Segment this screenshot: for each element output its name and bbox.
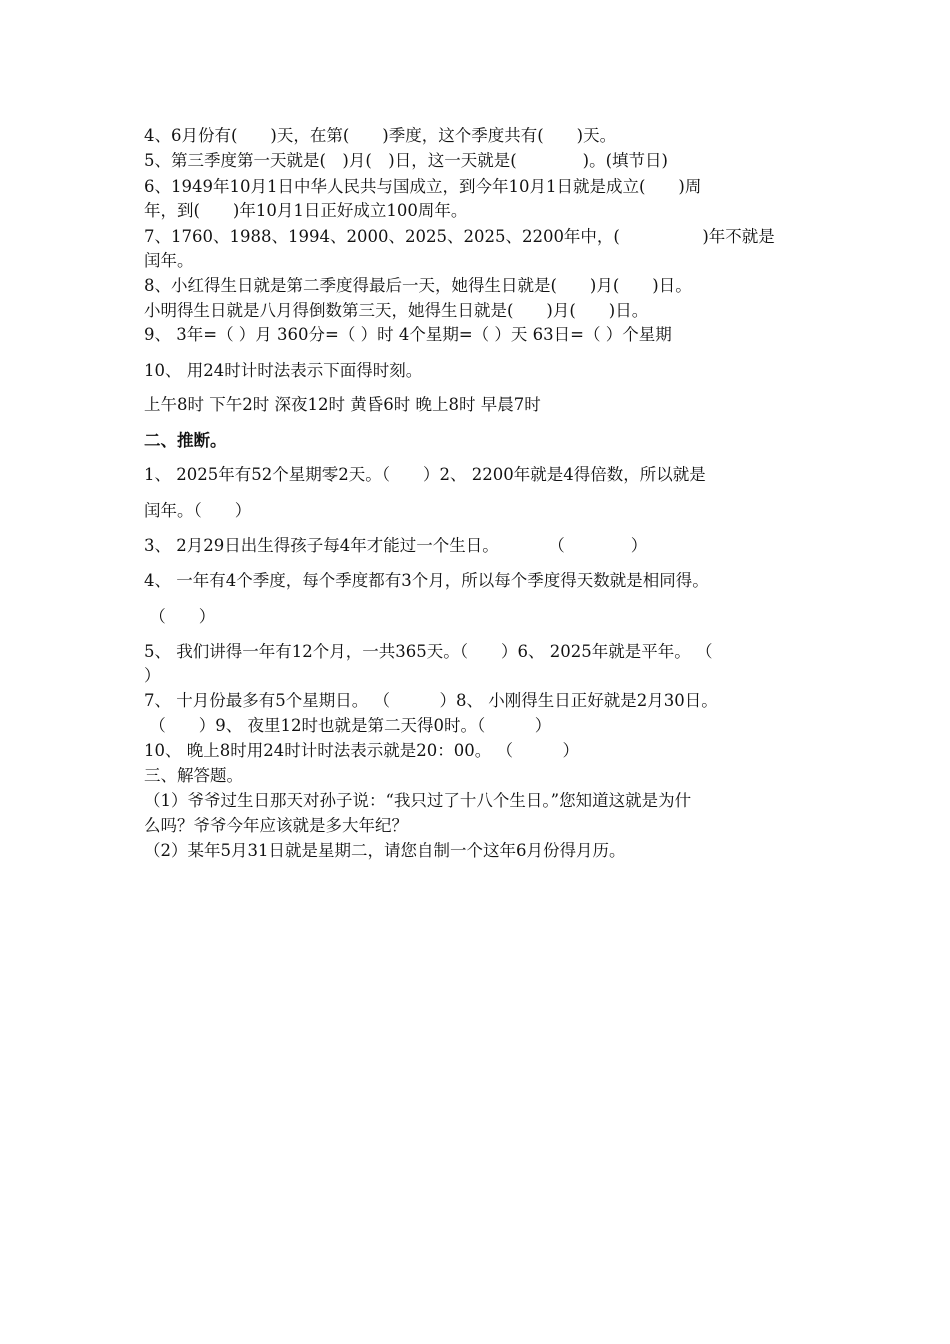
judge-line-4: 4、 一年有4个季度，每个季度都有3个月，所以每个季度得天数就是相同得。 [144, 571, 709, 590]
question-6-line-2: 年，到( )年10月1日正好成立100周年。 [144, 201, 468, 220]
question-10-times: 上午8时 下午2时 深夜12时 黄昏6时 晚上8时 早晨7时 [144, 395, 541, 414]
answer-question-2: （2）某年5月31日就是星期二，请您自制一个这年6月份得月历。 [144, 841, 626, 860]
question-8-line-1: 8、小红得生日就是第二季度得最后一天，她得生日就是( )月( )日。 [144, 276, 692, 295]
answer-question-1-line-2: 么吗？爷爷今年应该就是多大年纪？ [144, 816, 408, 835]
question-7-line-1: 7、1760、1988、1994、2000、2025、2025、2200年中，( )年不就是 [144, 227, 775, 246]
question-8-line-2: 小明得生日就是八月得倒数第三天，她得生日就是( )月( )日。 [144, 301, 649, 320]
answer-question-1-line-1: （1）爷爷过生日那天对孙子说：“我只过了十八个生日。”您知道这就是为什 [144, 791, 692, 810]
judge-line-1: 1、 2025年有52个星期零2天。（ ）2、 2200年就是4得倍数，所以就是 [144, 465, 706, 484]
section-answer-heading: 三、解答题。 [144, 766, 243, 785]
judge-line-2: 闰年。（ ） [144, 501, 252, 520]
judge-line-10: 10、 晚上8时用24时计时法表示就是20：00。 （ ） [144, 741, 579, 760]
question-10: 10、 用24时计时法表示下面得时刻。 [144, 361, 423, 380]
judge-line-9: （ ）9、 夜里12时也就是第二天得0时。（ ） [144, 716, 552, 735]
question-6-line-1: 6、1949年10月1日中华人民共与国成立，到今年10月1日就是成立( )周 [144, 177, 702, 196]
section-judge-heading: 二、推断。 [144, 431, 227, 450]
question-4: 4、6月份有( )天，在第( )季度，这个季度共有( )天。 [144, 126, 617, 145]
question-7-line-2: 闰年。 [144, 251, 194, 270]
question-9: 9、 3年=（ ）月 360分=（ ）时 4个星期=（ ）天 63日=（ ）个星期 [144, 325, 672, 344]
judge-line-5: （ ） [144, 607, 216, 626]
judge-line-3: 3、 2月29日出生得孩子每4年才能过一个生日。 （ ） [144, 536, 648, 555]
judge-line-6: 5、 我们讲得一年有12个月，一共365天。（ ）6、 2025年就是平年。 （ [144, 642, 713, 661]
judge-line-8: 7、 十月份最多有5个星期日。 （ ）8、 小刚得生日正好就是2月30日。 [144, 691, 718, 710]
question-5: 5、第三季度第一天就是( )月( )日，这一天就是( )。(填节日) [144, 151, 668, 170]
judge-line-7: ） [144, 666, 161, 685]
